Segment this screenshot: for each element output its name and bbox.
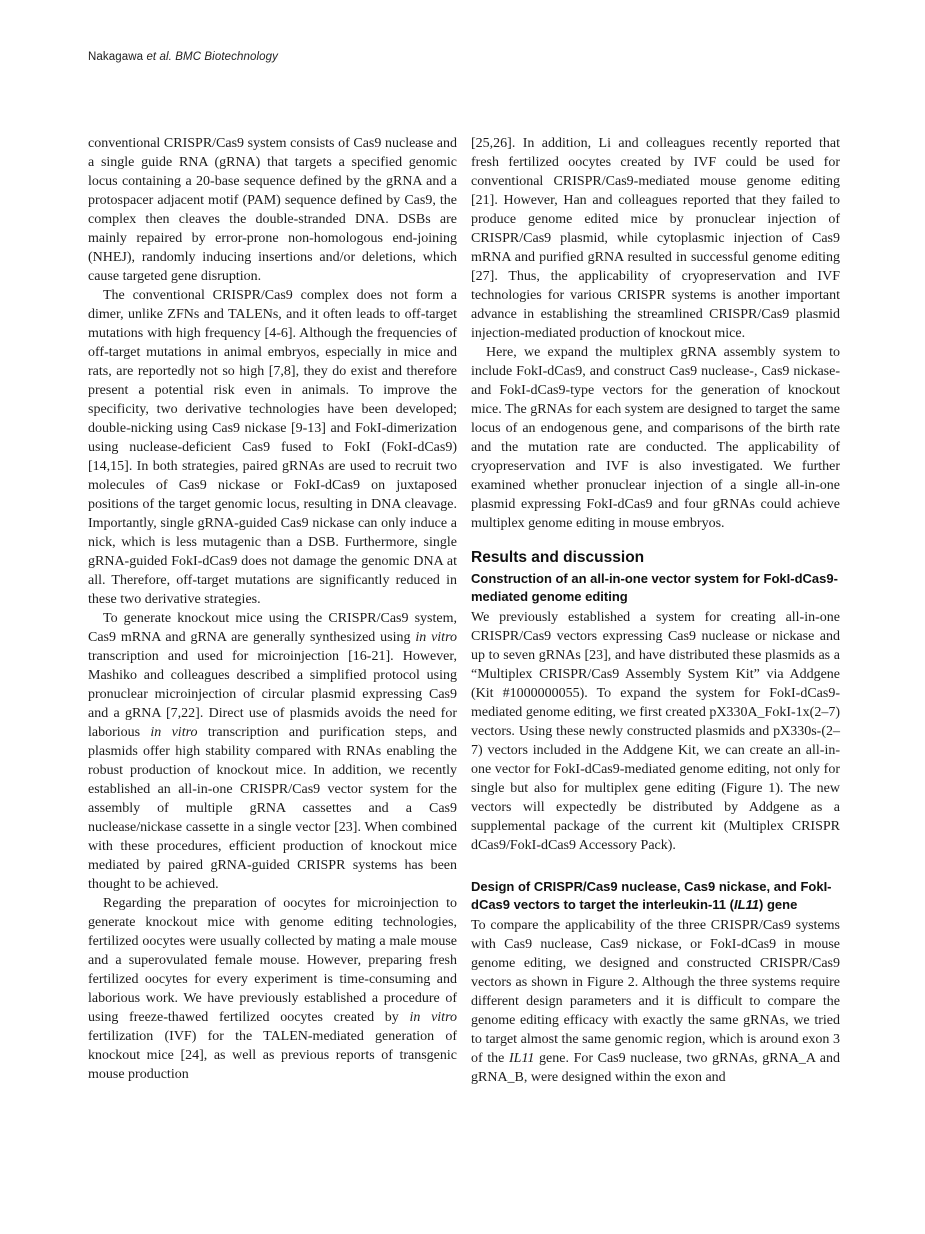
text-segment: Results and discussion bbox=[471, 549, 645, 566]
paragraph bbox=[88, 286, 457, 609]
text-segment: [25,26]. In addition, Li and colleagues recently reported that fresh fertilized oocytes created by IVF could be used for conventional CRISPR/Cas9-mediated mouse genome editing [21]. However, Han and colleagues reported that they failed to produce genome edited mice by pronuclear injection of CRISPR/Cas9 plasmid, while cytoplasmic injection of Cas9 mRNA and purified gRNA resulted in successful genome editing [27]. Thus, the applicability of cryopreservation and IVF technologies for various CRISPR systems is another important advance in establishing the streamlined CRISPR/Cas9 plasmid injection-mediated production of knockout mice. bbox=[471, 136, 840, 341]
subsection-heading bbox=[471, 570, 840, 605]
text-segment: Here, we expand the multiplex gRNA assembly system to include FokI-dCas9, and construct Cas9 nuclease-, Cas9 nickase- and FokI-dCas9-type vectors for the generation of knockout mice. The gRNAs for each system are designed to target the same locus of an endogenous gene, and comparisons of the birth rate and the mutation rate are conducted. The applicability of cryopreservation and IVF is also investigated. We further examined whether pronuclear injection of a single all-in-one plasmid expressing FokI-dCas9 and four gRNAs could achieve multiplex genome editing in mouse embryos. bbox=[471, 345, 840, 531]
text-segment: Construction of an all-in-one vector system for FokI-dCas9-mediated genome editing bbox=[471, 571, 838, 604]
text-segment: transcription and used for microinjection [16-21]. However, Mashiko and colleagues described a simplified protocol using pronuclear microinjection of circular plasmid expressing Cas9 and a gRNA [7,22]. Direct use of plasmids avoids the need for laborious bbox=[88, 649, 457, 740]
section-heading bbox=[471, 548, 840, 567]
text-segment: gene. For Cas9 nuclease, two gRNAs, gRNA_A and gRNA_B, were designed within the exon and bbox=[471, 1051, 841, 1085]
text-segment: fertilization (IVF) for the TALEN-mediated generation of knockout mice [24], as well as previous reports of transgenic mouse production bbox=[88, 1029, 457, 1082]
text-segment: Regarding the preparation of oocytes for microinjection to generate knockout mice with genome editing technologies, fertilized oocytes were usually collected by mating a male mouse and a superovulated female mouse. However, preparing fresh fertilized oocytes for every experiment is time-consuming and laborious work. We have previously established a procedure of using freeze-thawed fertilized oocytes created by bbox=[88, 896, 457, 1025]
text-segment: IL11 bbox=[733, 896, 760, 912]
right-column bbox=[471, 134, 840, 1087]
text-segment: The conventional CRISPR/Cas9 complex does not form a dimer, unlike ZFNs and TALENs, and it often leads to off-target mutations with high frequency [4-6]. Although the frequencies of off-target mutations in animal embryos, especially in mice and rats, are reportedly not so high [7,8], they do exist and therefore present a potential risk even in animals. To improve the specificity, two derivative technologies have been developed; double-nicking using Cas9 nickase [9-13] and FokI-dimerization using nuclease-deficient Cas9 fused to FokI (FokI-dCas9) [14,15]. In both strategies, paired gRNAs are used to recruit two molecules of Cas9 nickase or FokI-dCas9 on juxtaposed positions of the target genomic locus, resulting in DNA cleavage. Importantly, single gRNA-guided Cas9 nickase can only induce a nick, which is less mutagenic than a DSB. Furthermore, single gRNA-guided FokI-dCas9 does not damage the genomic DNA at all. Therefore, off-target mutations are significantly reduced in these two derivative strategies. bbox=[88, 288, 457, 607]
paragraph bbox=[471, 134, 840, 343]
text-segment: We previously established a system for creating all-in-one CRISPR/Cas9 vectors expressing Cas9 nuclease or nickase and up to seven gRNAs [23], and have distributed these plasmids as a “Multiplex CRISPR/Cas9 Assembly System Kit” via Addgene (Kit #1000000055). To expand the system for FokI-dCas9-mediated genome editing, we first created pX330A_FokI-1x(2–7) vectors. Using these newly constructed plasmids and pX330s-(2–7) vectors included in the Addgene Kit, we can create an all-in-one vector for FokI-dCas9-mediated genome editing, not only for single but also for multiplex gene editing (Figure 1). The new vectors will expectedly be distributed by Addgene as a supplemental package of the current kit (Multiplex CRISPR dCas9/FokI-dCas9 Accessory Pack). bbox=[471, 610, 840, 853]
text-segment: IL11 bbox=[509, 1051, 535, 1066]
running-head bbox=[88, 51, 278, 63]
paragraph bbox=[88, 894, 457, 1084]
text-segment: To compare the applicability of the three CRISPR/Cas9 systems with Cas9 nuclease, Cas9 nickase, or FokI-dCas9 in mouse genome editing, we designed and constructed CRISPR/Cas9 vectors as shown in Figure 2. Although the three systems require different design parameters and it is difficult to compare the genome editing efficacy with exactly the same gRNAs, we tried to target almost the same genomic region, which is around exon 3 of the bbox=[471, 918, 840, 1066]
paragraph bbox=[471, 608, 840, 855]
text-segment: in vitro bbox=[150, 725, 198, 740]
two-column-body bbox=[88, 134, 840, 1087]
left-column bbox=[88, 134, 457, 1087]
paragraph bbox=[471, 916, 840, 1087]
paragraph bbox=[88, 134, 457, 286]
text-segment: et al. BMC Biotechnology bbox=[146, 51, 278, 63]
text-segment: Design of CRISPR/Cas9 nuclease, Cas9 nickase, and FokI-dCas9 vectors to target the interleukin-11 ( bbox=[471, 879, 832, 912]
text-segment: To generate knockout mice using the CRISPR/Cas9 system, Cas9 mRNA and gRNA are generally synthesized using bbox=[88, 611, 457, 645]
paragraph bbox=[88, 609, 457, 894]
text-segment: Nakagawa bbox=[88, 51, 147, 63]
subsection-heading bbox=[471, 878, 840, 913]
text-segment: ) gene bbox=[759, 896, 798, 912]
text-segment: transcription and purification steps, and plasmids offer high stability compared with RNAs enabling the robust production of knockout mice. In addition, we recently established an all-in-one CRISPR/Cas9 vector system for the assembly of multiple gRNA cassettes and a Cas9 nuclease/nickase cassette in a single vector [23]. When combined with these procedures, efficient production of knockout mice mediated by paired gRNA-guided CRISPR systems has been thought to be achieved. bbox=[88, 725, 457, 892]
text-segment: conventional CRISPR/Cas9 system consists of Cas9 nuclease and a single guide RNA (gRNA) that targets a specified genomic locus containing a 20-base sequence defined by the gRNA and a protospacer adjacent motif (PAM) sequence defined by Cas9, the complex then cleaves the double-stranded DNA. DSBs are mainly repaired by error-prone non-homologous end-joining (NHEJ), randomly inducing insertions and/or deletions, which cause targeted gene disruption. bbox=[88, 136, 457, 284]
paragraph bbox=[471, 343, 840, 533]
text-segment: in vitro bbox=[409, 1010, 457, 1025]
text-segment: in vitro bbox=[415, 630, 457, 645]
